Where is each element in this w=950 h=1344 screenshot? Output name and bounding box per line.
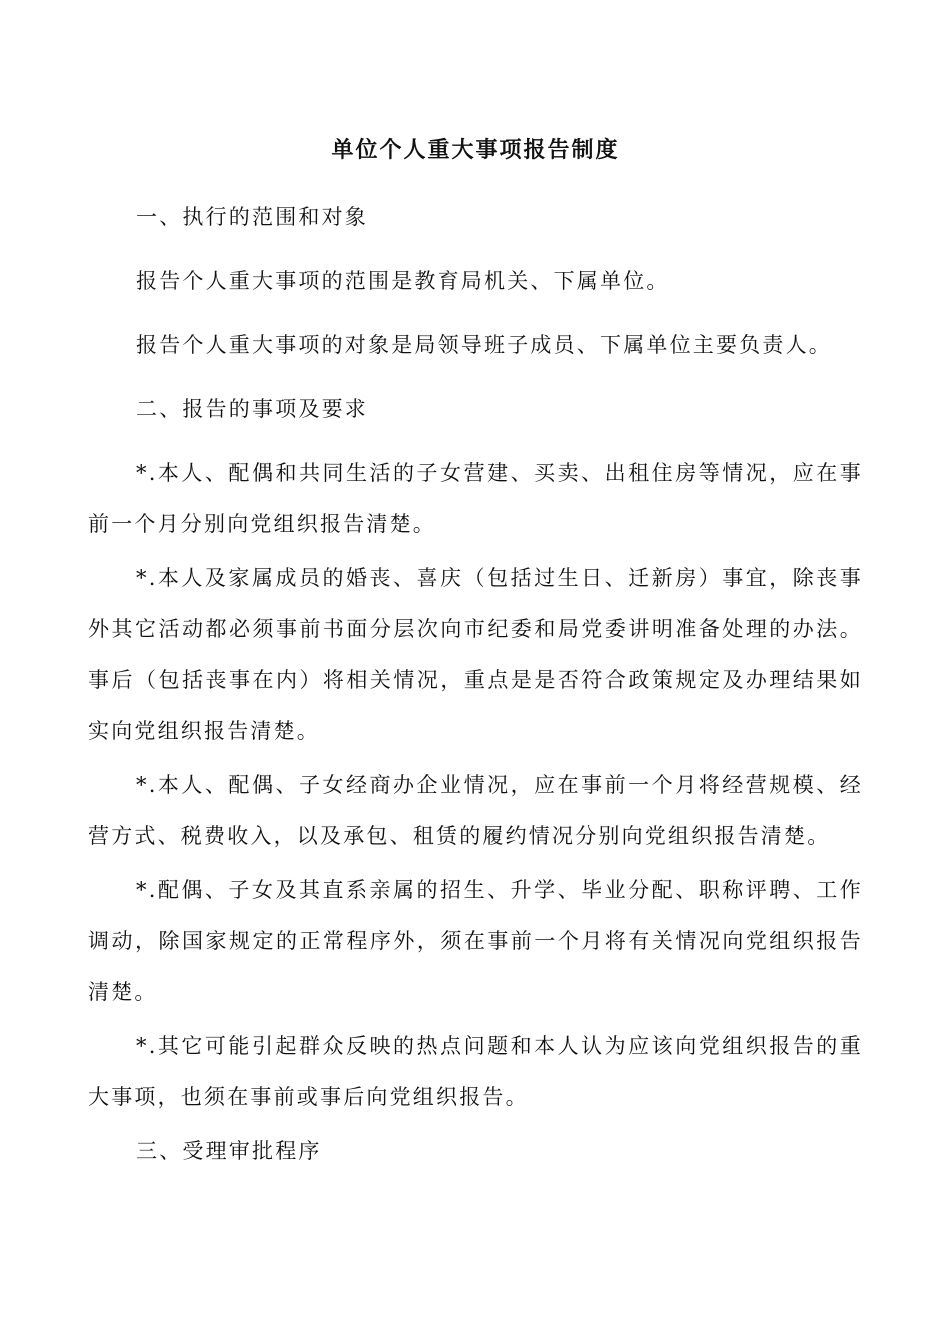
section-heading-procedure: 三、受理审批程序: [136, 1139, 322, 1163]
list-item-weddings-funerals: *.本人及家属成员的婚丧、喜庆（包括过生日、迁新房）事宜，除丧事外其它活动都必须事前书面分层次向市纪委和局党委讲明准备处理的办法。事后（包括丧事在内）将相关情况，重点是是否符合政策规定及办理结果如实向党组织报告清楚。: [88, 566, 863, 743]
document-page: [88, 130, 863, 1177]
list-item-other-matters: *.其它可能引起群众反映的热点问题和本人认为应该向党组织报告的重大事项，也须在事前或事后向党组织报告。: [88, 1034, 863, 1109]
list-item-enrollment-jobs: *.配偶、子女及其直系亲属的招生、升学、毕业分配、职称评聘、工作调动，除国家规定的正常程序外，须在事前一个月将有关情况向党组织报告清楚。: [88, 878, 863, 1004]
paragraph-scope-range: 报告个人重大事项的范围是教育局机关、下属单位。: [136, 269, 670, 293]
section-heading-scope: 一、执行的范围和对象: [136, 205, 368, 229]
paragraph-scope-target: 报告个人重大事项的对象是局领导班子成员、下属单位主要负责人。: [136, 333, 832, 357]
document-title: 单位个人重大事项报告制度: [331, 137, 620, 163]
list-item-business: *.本人、配偶、子女经商办企业情况，应在事前一个月将经营规模、经营方式、税费收入，以及承包、租赁的履约情况分别向党组织报告清楚。: [88, 773, 863, 848]
section-heading-requirements: 二、报告的事项及要求: [136, 397, 368, 421]
list-item-housing: *.本人、配偶和共同生活的子女营建、买卖、出租住房等情况，应在事前一个月分别向党组织报告清楚。: [88, 461, 863, 536]
